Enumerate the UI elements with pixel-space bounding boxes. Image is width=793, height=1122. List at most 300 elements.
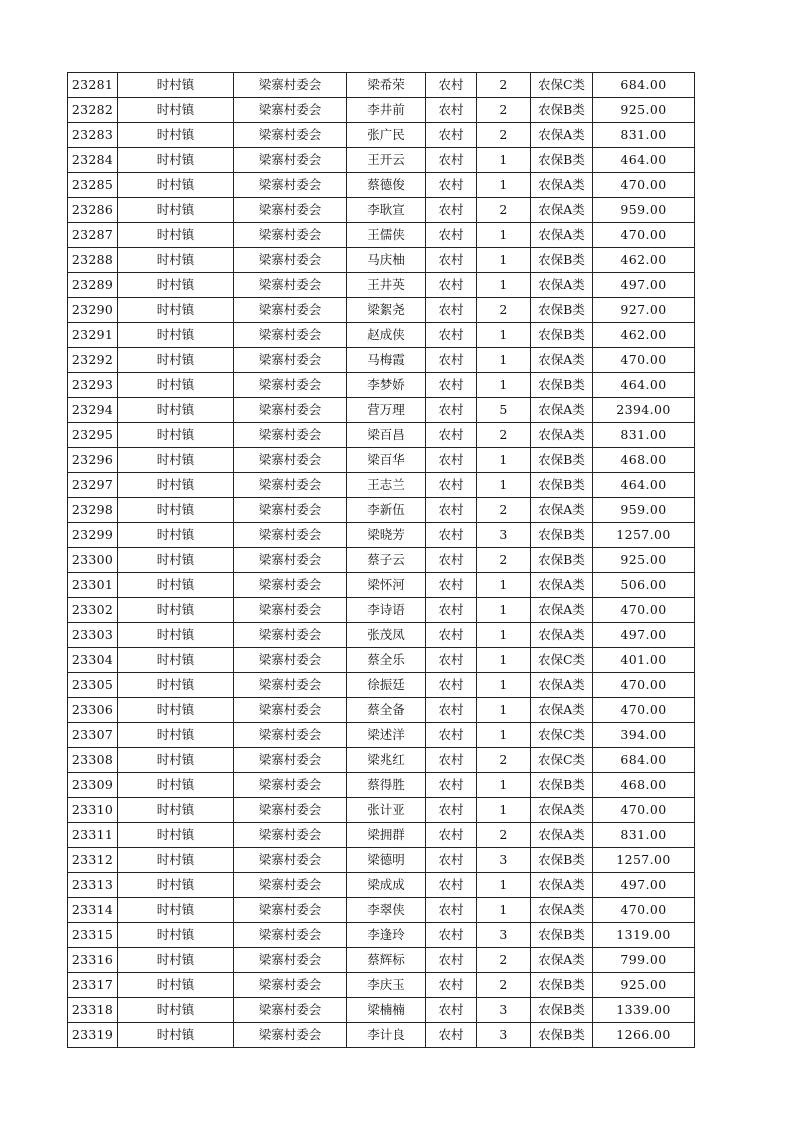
household-count-cell: 1 xyxy=(477,448,531,473)
category-cell: 农保A类 xyxy=(531,273,593,298)
category-cell: 农保B类 xyxy=(531,523,593,548)
name-cell: 李新伍 xyxy=(347,498,426,523)
category-cell: 农保A类 xyxy=(531,223,593,248)
category-cell: 农保A类 xyxy=(531,398,593,423)
town-cell: 时村镇 xyxy=(118,973,234,998)
town-cell: 时村镇 xyxy=(118,98,234,123)
amount-cell: 1257.00 xyxy=(593,523,695,548)
area-type-cell: 农村 xyxy=(426,448,477,473)
household-count-cell: 1 xyxy=(477,573,531,598)
household-count-cell: 1 xyxy=(477,248,531,273)
name-cell: 梁晓芳 xyxy=(347,523,426,548)
row-id-cell: 23314 xyxy=(68,898,118,923)
town-cell: 时村镇 xyxy=(118,923,234,948)
town-cell: 时村镇 xyxy=(118,623,234,648)
household-count-cell: 1 xyxy=(477,898,531,923)
table-row xyxy=(68,1023,695,1048)
name-cell: 张广民 xyxy=(347,123,426,148)
village-committee-cell: 梁寨村委会 xyxy=(234,123,347,148)
table-row xyxy=(68,398,695,423)
town-cell: 时村镇 xyxy=(118,448,234,473)
amount-cell: 927.00 xyxy=(593,298,695,323)
table-row xyxy=(68,923,695,948)
village-committee-cell: 梁寨村委会 xyxy=(234,998,347,1023)
household-count-cell: 5 xyxy=(477,398,531,423)
town-cell: 时村镇 xyxy=(118,523,234,548)
village-committee-cell: 梁寨村委会 xyxy=(234,798,347,823)
area-type-cell: 农村 xyxy=(426,323,477,348)
area-type-cell: 农村 xyxy=(426,398,477,423)
row-id-cell: 23284 xyxy=(68,148,118,173)
village-committee-cell: 梁寨村委会 xyxy=(234,523,347,548)
table-row xyxy=(68,698,695,723)
area-type-cell: 农村 xyxy=(426,823,477,848)
household-count-cell: 2 xyxy=(477,73,531,98)
row-id-cell: 23305 xyxy=(68,673,118,698)
village-committee-cell: 梁寨村委会 xyxy=(234,473,347,498)
name-cell: 李梦娇 xyxy=(347,373,426,398)
name-cell: 李逢玲 xyxy=(347,923,426,948)
village-committee-cell: 梁寨村委会 xyxy=(234,723,347,748)
amount-cell: 470.00 xyxy=(593,598,695,623)
area-type-cell: 农村 xyxy=(426,723,477,748)
household-count-cell: 3 xyxy=(477,1023,531,1048)
row-id-cell: 23304 xyxy=(68,648,118,673)
category-cell: 农保A类 xyxy=(531,798,593,823)
area-type-cell: 农村 xyxy=(426,1023,477,1048)
household-count-cell: 2 xyxy=(477,98,531,123)
household-count-cell: 1 xyxy=(477,873,531,898)
name-cell: 梁百昌 xyxy=(347,423,426,448)
row-id-cell: 23309 xyxy=(68,773,118,798)
household-count-cell: 2 xyxy=(477,198,531,223)
name-cell: 马梅霞 xyxy=(347,348,426,373)
town-cell: 时村镇 xyxy=(118,398,234,423)
amount-cell: 464.00 xyxy=(593,148,695,173)
household-count-cell: 3 xyxy=(477,523,531,548)
table-row xyxy=(68,423,695,448)
amount-cell: 464.00 xyxy=(593,373,695,398)
area-type-cell: 农村 xyxy=(426,223,477,248)
area-type-cell: 农村 xyxy=(426,748,477,773)
category-cell: 农保A类 xyxy=(531,123,593,148)
row-id-cell: 23318 xyxy=(68,998,118,1023)
town-cell: 时村镇 xyxy=(118,723,234,748)
town-cell: 时村镇 xyxy=(118,698,234,723)
row-id-cell: 23292 xyxy=(68,348,118,373)
amount-cell: 497.00 xyxy=(593,873,695,898)
name-cell: 蔡全乐 xyxy=(347,648,426,673)
village-committee-cell: 梁寨村委会 xyxy=(234,923,347,948)
village-committee-cell: 梁寨村委会 xyxy=(234,448,347,473)
town-cell: 时村镇 xyxy=(118,273,234,298)
category-cell: 农保A类 xyxy=(531,873,593,898)
name-cell: 李诗语 xyxy=(347,598,426,623)
category-cell: 农保B类 xyxy=(531,248,593,273)
town-cell: 时村镇 xyxy=(118,848,234,873)
town-cell: 时村镇 xyxy=(118,123,234,148)
household-count-cell: 1 xyxy=(477,673,531,698)
name-cell: 蔡全备 xyxy=(347,698,426,723)
area-type-cell: 农村 xyxy=(426,173,477,198)
amount-cell: 959.00 xyxy=(593,498,695,523)
town-cell: 时村镇 xyxy=(118,348,234,373)
area-type-cell: 农村 xyxy=(426,573,477,598)
row-id-cell: 23310 xyxy=(68,798,118,823)
town-cell: 时村镇 xyxy=(118,323,234,348)
table-row xyxy=(68,973,695,998)
town-cell: 时村镇 xyxy=(118,648,234,673)
table-row xyxy=(68,148,695,173)
town-cell: 时村镇 xyxy=(118,198,234,223)
document-page xyxy=(67,72,695,1048)
amount-cell: 925.00 xyxy=(593,973,695,998)
table-row xyxy=(68,98,695,123)
area-type-cell: 农村 xyxy=(426,648,477,673)
household-count-cell: 3 xyxy=(477,998,531,1023)
area-type-cell: 农村 xyxy=(426,348,477,373)
table-row xyxy=(68,848,695,873)
table-row xyxy=(68,998,695,1023)
area-type-cell: 农村 xyxy=(426,873,477,898)
household-count-cell: 2 xyxy=(477,423,531,448)
area-type-cell: 农村 xyxy=(426,473,477,498)
area-type-cell: 农村 xyxy=(426,773,477,798)
table-row xyxy=(68,623,695,648)
table-row xyxy=(68,598,695,623)
town-cell: 时村镇 xyxy=(118,773,234,798)
household-count-cell: 1 xyxy=(477,148,531,173)
household-count-cell: 1 xyxy=(477,698,531,723)
area-type-cell: 农村 xyxy=(426,198,477,223)
household-count-cell: 2 xyxy=(477,498,531,523)
town-cell: 时村镇 xyxy=(118,548,234,573)
category-cell: 农保B类 xyxy=(531,373,593,398)
category-cell: 农保B类 xyxy=(531,473,593,498)
area-type-cell: 农村 xyxy=(426,898,477,923)
area-type-cell: 农村 xyxy=(426,973,477,998)
town-cell: 时村镇 xyxy=(118,873,234,898)
table-row xyxy=(68,373,695,398)
name-cell: 营万理 xyxy=(347,398,426,423)
household-count-cell: 1 xyxy=(477,323,531,348)
row-id-cell: 23302 xyxy=(68,598,118,623)
category-cell: 农保A类 xyxy=(531,673,593,698)
amount-cell: 1257.00 xyxy=(593,848,695,873)
amount-cell: 470.00 xyxy=(593,673,695,698)
table-row xyxy=(68,548,695,573)
amount-cell: 799.00 xyxy=(593,948,695,973)
town-cell: 时村镇 xyxy=(118,573,234,598)
village-committee-cell: 梁寨村委会 xyxy=(234,323,347,348)
village-committee-cell: 梁寨村委会 xyxy=(234,898,347,923)
name-cell: 梁兆红 xyxy=(347,748,426,773)
row-id-cell: 23300 xyxy=(68,548,118,573)
area-type-cell: 农村 xyxy=(426,998,477,1023)
amount-cell: 831.00 xyxy=(593,823,695,848)
row-id-cell: 23303 xyxy=(68,623,118,648)
name-cell: 李翠侠 xyxy=(347,898,426,923)
village-committee-cell: 梁寨村委会 xyxy=(234,623,347,648)
village-committee-cell: 梁寨村委会 xyxy=(234,398,347,423)
row-id-cell: 23307 xyxy=(68,723,118,748)
table-row xyxy=(68,523,695,548)
table-row xyxy=(68,448,695,473)
table-row xyxy=(68,748,695,773)
village-committee-cell: 梁寨村委会 xyxy=(234,598,347,623)
name-cell: 梁拥群 xyxy=(347,823,426,848)
row-id-cell: 23289 xyxy=(68,273,118,298)
name-cell: 马庆柚 xyxy=(347,248,426,273)
table-row xyxy=(68,73,695,98)
name-cell: 梁德明 xyxy=(347,848,426,873)
area-type-cell: 农村 xyxy=(426,673,477,698)
name-cell: 王开云 xyxy=(347,148,426,173)
name-cell: 李庆玉 xyxy=(347,973,426,998)
table-body xyxy=(68,73,695,1048)
table-row xyxy=(68,323,695,348)
name-cell: 蔡子云 xyxy=(347,548,426,573)
amount-cell: 831.00 xyxy=(593,123,695,148)
area-type-cell: 农村 xyxy=(426,298,477,323)
town-cell: 时村镇 xyxy=(118,473,234,498)
row-id-cell: 23313 xyxy=(68,873,118,898)
name-cell: 张计亚 xyxy=(347,798,426,823)
category-cell: 农保A类 xyxy=(531,573,593,598)
category-cell: 农保C类 xyxy=(531,648,593,673)
household-count-cell: 1 xyxy=(477,623,531,648)
row-id-cell: 23296 xyxy=(68,448,118,473)
area-type-cell: 农村 xyxy=(426,123,477,148)
row-id-cell: 23317 xyxy=(68,973,118,998)
town-cell: 时村镇 xyxy=(118,223,234,248)
category-cell: 农保A类 xyxy=(531,948,593,973)
household-count-cell: 2 xyxy=(477,973,531,998)
row-id-cell: 23288 xyxy=(68,248,118,273)
amount-cell: 925.00 xyxy=(593,98,695,123)
town-cell: 时村镇 xyxy=(118,948,234,973)
amount-cell: 497.00 xyxy=(593,273,695,298)
name-cell: 梁怀河 xyxy=(347,573,426,598)
town-cell: 时村镇 xyxy=(118,998,234,1023)
row-id-cell: 23311 xyxy=(68,823,118,848)
town-cell: 时村镇 xyxy=(118,598,234,623)
category-cell: 农保B类 xyxy=(531,148,593,173)
table-row xyxy=(68,123,695,148)
amount-cell: 684.00 xyxy=(593,748,695,773)
name-cell: 梁希荣 xyxy=(347,73,426,98)
area-type-cell: 农村 xyxy=(426,923,477,948)
row-id-cell: 23282 xyxy=(68,98,118,123)
amount-cell: 497.00 xyxy=(593,623,695,648)
amount-cell: 462.00 xyxy=(593,248,695,273)
table-row xyxy=(68,198,695,223)
row-id-cell: 23286 xyxy=(68,198,118,223)
row-id-cell: 23315 xyxy=(68,923,118,948)
row-id-cell: 23287 xyxy=(68,223,118,248)
row-id-cell: 23298 xyxy=(68,498,118,523)
row-id-cell: 23291 xyxy=(68,323,118,348)
village-committee-cell: 梁寨村委会 xyxy=(234,573,347,598)
name-cell: 蔡辉标 xyxy=(347,948,426,973)
table-row xyxy=(68,348,695,373)
household-count-cell: 2 xyxy=(477,298,531,323)
village-committee-cell: 梁寨村委会 xyxy=(234,973,347,998)
category-cell: 农保C类 xyxy=(531,723,593,748)
name-cell: 梁絮尧 xyxy=(347,298,426,323)
village-committee-cell: 梁寨村委会 xyxy=(234,873,347,898)
town-cell: 时村镇 xyxy=(118,73,234,98)
town-cell: 时村镇 xyxy=(118,248,234,273)
table-row xyxy=(68,648,695,673)
table-row xyxy=(68,298,695,323)
table-row xyxy=(68,773,695,798)
name-cell: 王志兰 xyxy=(347,473,426,498)
village-committee-cell: 梁寨村委会 xyxy=(234,748,347,773)
household-count-cell: 3 xyxy=(477,848,531,873)
town-cell: 时村镇 xyxy=(118,1023,234,1048)
town-cell: 时村镇 xyxy=(118,498,234,523)
name-cell: 蔡得胜 xyxy=(347,773,426,798)
household-count-cell: 1 xyxy=(477,173,531,198)
table-row xyxy=(68,898,695,923)
area-type-cell: 农村 xyxy=(426,248,477,273)
area-type-cell: 农村 xyxy=(426,98,477,123)
name-cell: 王儒侠 xyxy=(347,223,426,248)
village-committee-cell: 梁寨村委会 xyxy=(234,223,347,248)
category-cell: 农保C类 xyxy=(531,73,593,98)
category-cell: 农保A类 xyxy=(531,823,593,848)
household-count-cell: 1 xyxy=(477,773,531,798)
table-row xyxy=(68,498,695,523)
name-cell: 李耿宣 xyxy=(347,198,426,223)
town-cell: 时村镇 xyxy=(118,748,234,773)
town-cell: 时村镇 xyxy=(118,373,234,398)
category-cell: 农保C类 xyxy=(531,748,593,773)
name-cell: 赵成侠 xyxy=(347,323,426,348)
household-count-cell: 1 xyxy=(477,373,531,398)
category-cell: 农保A类 xyxy=(531,173,593,198)
area-type-cell: 农村 xyxy=(426,698,477,723)
village-committee-cell: 梁寨村委会 xyxy=(234,148,347,173)
area-type-cell: 农村 xyxy=(426,948,477,973)
name-cell: 梁百华 xyxy=(347,448,426,473)
town-cell: 时村镇 xyxy=(118,298,234,323)
area-type-cell: 农村 xyxy=(426,623,477,648)
village-committee-cell: 梁寨村委会 xyxy=(234,498,347,523)
village-committee-cell: 梁寨村委会 xyxy=(234,823,347,848)
village-committee-cell: 梁寨村委会 xyxy=(234,248,347,273)
village-committee-cell: 梁寨村委会 xyxy=(234,273,347,298)
table-row xyxy=(68,573,695,598)
village-committee-cell: 梁寨村委会 xyxy=(234,848,347,873)
table-row xyxy=(68,673,695,698)
table-row xyxy=(68,948,695,973)
category-cell: 农保B类 xyxy=(531,548,593,573)
category-cell: 农保A类 xyxy=(531,898,593,923)
category-cell: 农保A类 xyxy=(531,598,593,623)
village-committee-cell: 梁寨村委会 xyxy=(234,348,347,373)
household-count-cell: 3 xyxy=(477,923,531,948)
row-id-cell: 23285 xyxy=(68,173,118,198)
row-id-cell: 23308 xyxy=(68,748,118,773)
amount-cell: 464.00 xyxy=(593,473,695,498)
name-cell: 李计良 xyxy=(347,1023,426,1048)
village-committee-cell: 梁寨村委会 xyxy=(234,948,347,973)
household-count-cell: 1 xyxy=(477,598,531,623)
area-type-cell: 农村 xyxy=(426,148,477,173)
area-type-cell: 农村 xyxy=(426,598,477,623)
village-committee-cell: 梁寨村委会 xyxy=(234,73,347,98)
household-count-cell: 1 xyxy=(477,348,531,373)
town-cell: 时村镇 xyxy=(118,423,234,448)
row-id-cell: 23294 xyxy=(68,398,118,423)
table-row xyxy=(68,798,695,823)
town-cell: 时村镇 xyxy=(118,173,234,198)
amount-cell: 468.00 xyxy=(593,773,695,798)
name-cell: 梁楠楠 xyxy=(347,998,426,1023)
table-row xyxy=(68,223,695,248)
village-committee-cell: 梁寨村委会 xyxy=(234,98,347,123)
village-committee-cell: 梁寨村委会 xyxy=(234,773,347,798)
category-cell: 农保B类 xyxy=(531,448,593,473)
category-cell: 农保A类 xyxy=(531,198,593,223)
household-count-cell: 1 xyxy=(477,473,531,498)
amount-cell: 2394.00 xyxy=(593,398,695,423)
row-id-cell: 23283 xyxy=(68,123,118,148)
amount-cell: 470.00 xyxy=(593,348,695,373)
area-type-cell: 农村 xyxy=(426,273,477,298)
town-cell: 时村镇 xyxy=(118,673,234,698)
village-committee-cell: 梁寨村委会 xyxy=(234,673,347,698)
area-type-cell: 农村 xyxy=(426,498,477,523)
amount-cell: 462.00 xyxy=(593,323,695,348)
household-count-cell: 1 xyxy=(477,223,531,248)
amount-cell: 925.00 xyxy=(593,548,695,573)
amount-cell: 959.00 xyxy=(593,198,695,223)
category-cell: 农保B类 xyxy=(531,848,593,873)
area-type-cell: 农村 xyxy=(426,373,477,398)
amount-cell: 1266.00 xyxy=(593,1023,695,1048)
amount-cell: 394.00 xyxy=(593,723,695,748)
amount-cell: 470.00 xyxy=(593,698,695,723)
name-cell: 蔡德俊 xyxy=(347,173,426,198)
amount-cell: 831.00 xyxy=(593,423,695,448)
category-cell: 农保A类 xyxy=(531,623,593,648)
row-id-cell: 23281 xyxy=(68,73,118,98)
row-id-cell: 23319 xyxy=(68,1023,118,1048)
household-count-cell: 2 xyxy=(477,748,531,773)
category-cell: 农保A类 xyxy=(531,423,593,448)
table-row xyxy=(68,273,695,298)
row-id-cell: 23301 xyxy=(68,573,118,598)
category-cell: 农保B类 xyxy=(531,998,593,1023)
name-cell: 王井英 xyxy=(347,273,426,298)
table-row xyxy=(68,873,695,898)
village-committee-cell: 梁寨村委会 xyxy=(234,298,347,323)
household-count-cell: 2 xyxy=(477,948,531,973)
name-cell: 李井前 xyxy=(347,98,426,123)
area-type-cell: 农村 xyxy=(426,798,477,823)
category-cell: 农保B类 xyxy=(531,1023,593,1048)
data-table xyxy=(67,72,695,1048)
area-type-cell: 农村 xyxy=(426,73,477,98)
table-row xyxy=(68,248,695,273)
town-cell: 时村镇 xyxy=(118,148,234,173)
row-id-cell: 23306 xyxy=(68,698,118,723)
amount-cell: 684.00 xyxy=(593,73,695,98)
town-cell: 时村镇 xyxy=(118,798,234,823)
